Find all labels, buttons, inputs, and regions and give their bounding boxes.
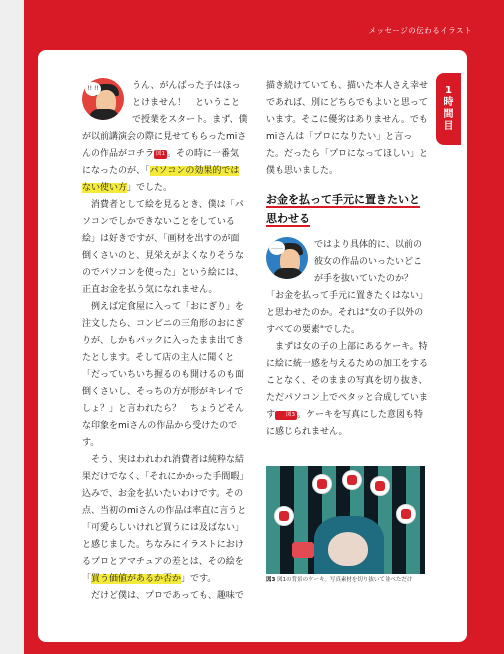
author-avatar-icon: [266, 237, 308, 279]
cake-plate-icon: [312, 474, 332, 494]
girl-face: [328, 532, 368, 566]
figure-caption-text: 図1の背景のケーキ。写真素材を切り抜いて並べただけ: [277, 577, 413, 583]
highlighted-text: 買う価値があるか否か: [91, 574, 182, 584]
speech-bubble-icon: !! !!: [85, 82, 101, 96]
cake-plate-icon: [274, 506, 294, 526]
cake-plate-icon: [370, 476, 390, 496]
paragraph: だけど僕は、プロであっても、趣味で: [91, 591, 244, 601]
paragraph: [266, 339, 428, 441]
cake-plate-icon: [396, 504, 416, 524]
paragraph: 描き続けていても、描いた本人さえ幸せであれば、別にどちらでもよいと思っています。そこに優劣はありません。でもmiさんは「プロになりたい」と言った。だったら「プロになってほしい」と僕も思いました。: [266, 81, 429, 176]
avatar-body: [273, 268, 303, 279]
cake-icon: [292, 542, 314, 558]
chapter-tab-char: 1: [445, 85, 452, 96]
right-column: [266, 78, 428, 441]
left-column: [82, 78, 248, 605]
figure-caption: [266, 576, 431, 584]
paragraph-text: まずは女の子の上部にあるケーキ。特に絵に統一感を与えるための加工をすることなく、そのままの写真を切り抜き、ただパソコン上でペタッと合成しています: [266, 342, 429, 420]
chapter-tab: [436, 73, 461, 145]
paragraph-text: 。その時に一番気になったのが、「: [82, 149, 240, 176]
paragraph-text: そう、実はわれわれ消費者は純粋な結果だけでなく、「それにかかった手間暇」込みで、お金を払いたいわけです。その点、当初のmiさんの作品は率直に言うと「可愛らしいけれど買うには及ばない」と感じました。ちなみにイラストにおけるプロとアマチュアの差とは、その絵を「: [82, 455, 247, 584]
figure-image: [266, 466, 425, 574]
figure-ref-badge: 図3: [275, 411, 297, 420]
paragraph-text: 」でした。: [127, 183, 173, 193]
chapter-tab-char: 時: [443, 97, 454, 108]
figure-ref-badge: 図1: [156, 151, 166, 157]
paragraph-text: 」です。: [181, 574, 217, 584]
chapter-tab-char: 目: [443, 121, 454, 132]
paragraph-text: 。ケーキを写真にした意図も特に感じられません。: [266, 410, 424, 437]
speech-bubble-icon: ……: [269, 241, 285, 255]
avatar-body: [89, 109, 119, 120]
chapter-tab-char: 間: [443, 109, 454, 120]
section-heading: [266, 190, 428, 228]
figure-caption-label: 図3: [266, 577, 276, 583]
author-avatar-icon: [82, 78, 124, 120]
paragraph: 例えば定食屋に入って「おにぎり」を注文したら、コンビニの三角形のおにぎりが、しかもパックに入ったまま出てきたとします。そして店の主人に聞くと「だっていちいち握るのも開けるのも面倒くさいし、そっちの方が形がキレイでしょ？」と言われたら？ ちょうどそんな印象をmiさんの作品から受けたのです。: [82, 302, 245, 448]
paragraph-text: うん、がんばった子はほっとけません！ ということで授業をスタート。まず、僕が以前講演会の際に見せてもらったmiさんの作品がコチラ: [82, 81, 248, 159]
cake-plate-icon: [342, 470, 362, 490]
paragraph: 消費者として絵を見るとき、僕は「パソコンでしかできないことをしている絵」は好きですが、「画材を出すのが面倒くさいのと、見栄えがよくなりそうなのでパソコンを使った」という絵には、正直お金を払う気になれません。: [82, 200, 245, 295]
section-heading-text: お金を払って手元に置きたいと思わせる: [266, 193, 420, 225]
page-number: 007: [440, 626, 456, 635]
paragraph: [82, 452, 248, 588]
paragraph: ではより具体的に、以前の彼女の作品のいったいどこが手を抜いていたのか？「お金を払って手元に置きたくはない」と思わせたのか。それは"女の子以外のすべての要素"でした。: [266, 240, 429, 335]
running-header: メッセージの伝わるイラスト: [368, 26, 472, 35]
highlighted-text: パソコンの効果的ではない使い方: [82, 166, 240, 193]
